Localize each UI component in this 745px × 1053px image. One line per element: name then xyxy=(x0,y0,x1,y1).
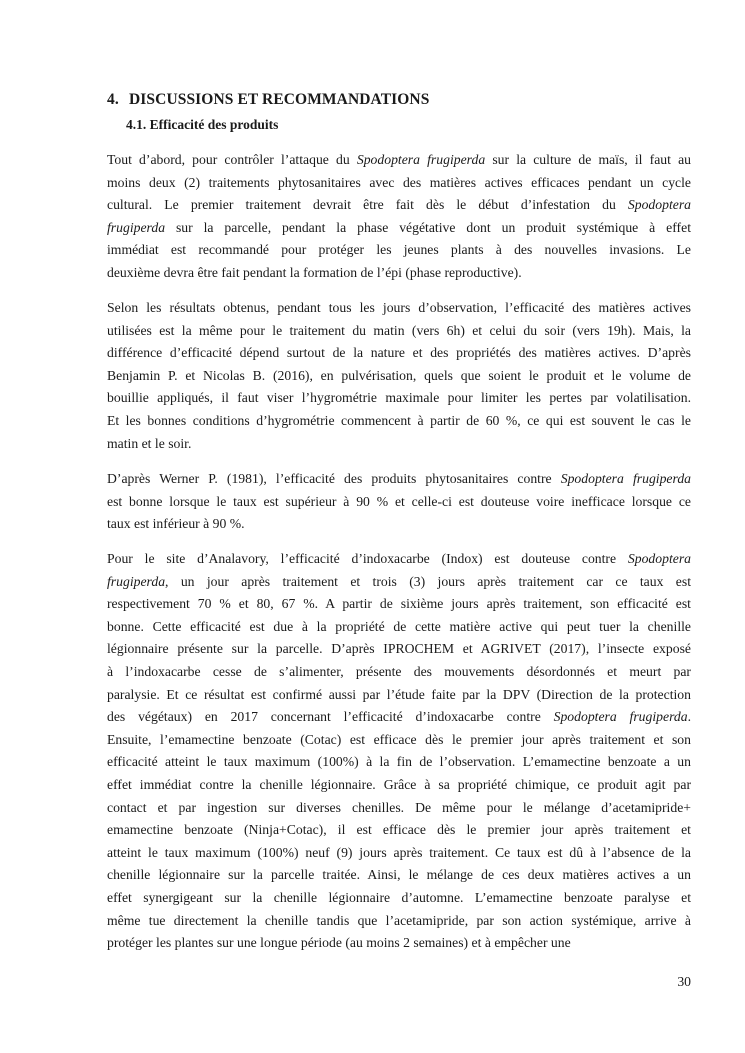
text-line xyxy=(107,344,691,362)
text-run: moins deux (2) traitements phytosanitaires avec des matières actives efficaces pendant un cycle xyxy=(107,174,691,190)
text-line xyxy=(107,493,691,511)
text-run: utilisées est la même pour le traitement du matin (vers 6h) et celui du soir (vers 19h). Mais, la xyxy=(107,322,691,338)
section-heading xyxy=(107,91,429,109)
text-run: Pour le site d’Analavory, l’efficacité d’indoxacarbe (Indox) est douteuse contre xyxy=(107,551,628,566)
text-line xyxy=(107,174,691,192)
text-run: cultural. Le premier traitement devrait être fait dès le début d’infestation du xyxy=(107,197,628,213)
text-run: légionnaire présente sur la parcelle. D’après IPROCHEM et AGRIVET (2017), l’insecte exposé xyxy=(107,641,691,657)
text-run: sur la culture de maïs, il faut au xyxy=(485,152,691,167)
italic-term: Spodoptera frugiperda xyxy=(560,471,692,486)
text-line xyxy=(107,618,691,636)
italic-term: Spodoptera frugiperda xyxy=(553,709,688,725)
text-line xyxy=(107,367,691,385)
text-line xyxy=(107,821,691,839)
page-number: 30 xyxy=(677,974,691,989)
text-line xyxy=(107,595,691,613)
text-line xyxy=(107,241,691,259)
text-line xyxy=(107,470,691,488)
text-line xyxy=(107,412,691,430)
text-line xyxy=(107,196,691,214)
text-line xyxy=(107,776,691,794)
text-run: chenille légionnaire sur la parcelle traitée. Ainsi, le mélange de ces deux matières actives a un xyxy=(107,867,691,883)
text-run: différence d’efficacité dépend surtout de la nature et des propriétés des matières actives. D’après xyxy=(107,345,691,361)
text-run: immédiat est recommandé pour protéger les jeunes plants à des nouvelles invasions. Le xyxy=(107,242,691,258)
text-run: à l’indoxacarbe cesse de s’alimenter, présente des mouvements désordonnés et meurt par xyxy=(107,664,691,679)
italic-term: Spodoptera frugiperda xyxy=(356,152,486,167)
text-run: Tout d’abord, pour contrôler l’attaque du xyxy=(107,152,357,167)
text-line xyxy=(107,731,691,749)
text-line xyxy=(107,934,691,952)
text-run: matin et le soir. xyxy=(107,435,192,451)
text-line xyxy=(107,515,691,533)
text-line xyxy=(107,866,691,884)
text-line xyxy=(107,573,691,591)
text-line xyxy=(107,686,691,704)
subsection-heading: 4.1. Efficacité des produits xyxy=(126,117,279,132)
text-line xyxy=(107,640,691,658)
text-run: emamectine benzoate (Ninja+Cotac), il est efficace dès le premier jour après traitement et xyxy=(107,822,691,838)
text-run: contact et par ingestion sur diverses chenilles. De même pour le mélange d’acetamipride+ xyxy=(107,799,691,815)
text-run: taux est inférieur à 90 %. xyxy=(107,516,245,532)
text-line xyxy=(107,299,691,317)
text-run: Selon les résultats obtenus, pendant tous les jours d’observation, l’efficacité des matières actives xyxy=(107,300,691,315)
text-run: même tue directement la chenille tandis que l’acetamipride, par son action systémique, arrive à xyxy=(107,912,691,928)
text-line xyxy=(107,264,691,282)
text-line xyxy=(107,708,691,726)
text-line xyxy=(107,753,691,771)
text-line xyxy=(107,844,691,862)
text-line xyxy=(107,322,691,340)
text-run: D’après Werner P. (1981), l’efficacité des produits phytosanitaires contre xyxy=(107,471,561,486)
text-run: protéger les plantes sur une longue période (au moins 2 semaines) et à empêcher une xyxy=(107,935,571,951)
text-run: bouillie appliqués, il faut viser l’hygrométrie maximale pour limiter les pertes par volatilisation. xyxy=(107,390,691,406)
italic-term: frugiperda xyxy=(107,219,166,235)
text-run: , un jour après traitement et trois (3) jours après traitement car ce taux est xyxy=(165,573,691,589)
text-line xyxy=(107,151,691,169)
text-line xyxy=(107,912,691,930)
italic-term: Spodoptera xyxy=(627,551,691,566)
section-title: DISCUSSIONS ET RECOMMANDATIONS xyxy=(129,91,430,108)
text-run: des végétaux) en 2017 concernant l’efficacité d’indoxacarbe contre xyxy=(107,709,554,725)
text-run: atteint le taux maximum (100%) neuf (9) jours après traitement. Ce taux est dû à l’absence de la xyxy=(107,844,691,860)
text-run: bonne. Cette efficacité est due à la propriété de cette matière active qui peut tuer la chenille xyxy=(107,618,691,634)
text-run: paralysie. Et ce résultat est confirmé aussi par l’étude faite par la DPV (Direction de la protection xyxy=(107,686,691,702)
text-run: effet immédiat contre la chenille légionnaire. Grâce à sa propriété chimique, ce produit agit par xyxy=(107,777,691,792)
text-run: Ensuite, l’emamectine benzoate (Cotac) est efficace dès le premier jour après traitement et son xyxy=(107,731,691,747)
italic-term: frugiperda xyxy=(107,573,166,589)
text-line xyxy=(107,799,691,817)
text-line xyxy=(107,389,691,407)
text-run: efficacité atteint le taux maximum (100%) à la fin de l’observation. L’emamectine benzoate a un xyxy=(107,754,691,770)
text-run: . xyxy=(687,709,691,725)
text-line xyxy=(107,219,691,237)
text-run: Benjamin P. et Nicolas B. (2016), en pulvérisation, quels que soient le produit et le volume de xyxy=(107,367,691,383)
text-line xyxy=(107,889,691,907)
text-run: sur la parcelle, pendant la phase végétative dont un produit systémique à effet xyxy=(165,219,691,235)
text-line xyxy=(107,550,691,568)
text-run: Et les bonnes conditions d’hygrométrie commencent à partir de 60 %, ce qui est souvent le cas le xyxy=(107,413,691,428)
text-line xyxy=(107,435,691,453)
italic-term: Spodoptera xyxy=(627,197,691,213)
text-run: est bonne lorsque le taux est supérieur à 90 % et celle-ci est douteuse voire inefficace lorsque ce xyxy=(107,493,691,509)
text-run: respectivement 70 % et 80, 67 %. A partir de sixième jours après traitement, son efficacité est xyxy=(107,596,691,612)
text-line xyxy=(107,663,691,681)
section-number: 4. xyxy=(107,91,119,108)
text-run: effet synergigeant sur la chenille légionnaire d’automne. L’emamectine benzoate paralyse et xyxy=(107,890,691,905)
text-run: deuxième devra être fait pendant la formation de l’épi (phase reproductive). xyxy=(107,265,522,280)
